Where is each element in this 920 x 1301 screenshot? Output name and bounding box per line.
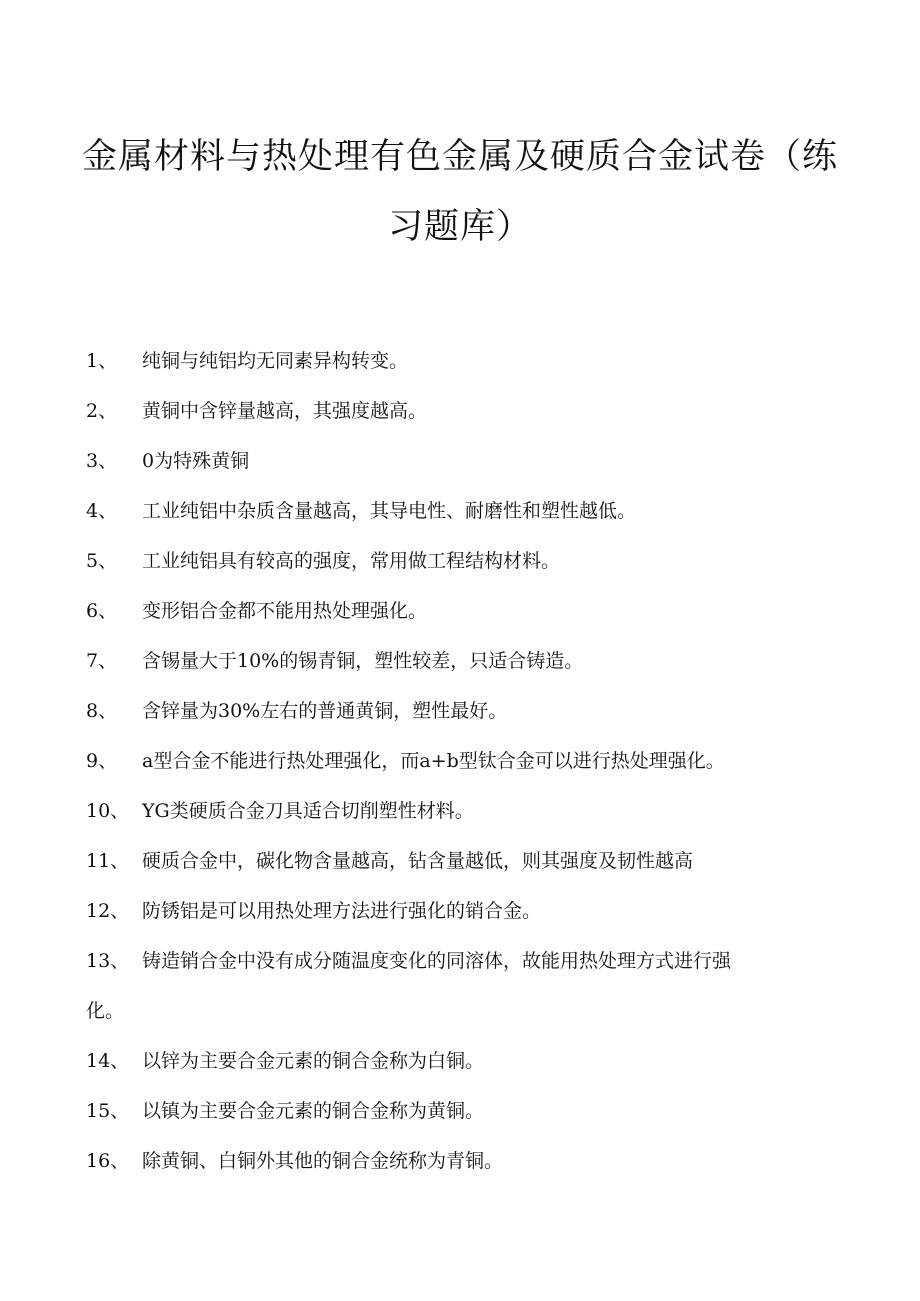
question-number: 16、 [86, 1150, 130, 1172]
question-number: 9、 [86, 750, 118, 772]
question-number: 7、 [86, 650, 118, 672]
question-item [86, 686, 826, 736]
question-item [86, 486, 826, 536]
question-number: 6、 [86, 600, 118, 622]
question-text: 含锡量大于10%的锡青铜，塑性较差，只适合铸造。 [142, 650, 584, 672]
question-number: 11、 [86, 850, 130, 872]
question-number: 5、 [86, 550, 118, 572]
question-text: 硬质合金中，碳化物含量越高，钻含量越低，则其强度及韧性越高 [142, 850, 694, 872]
question-item [86, 436, 826, 486]
question-text: 0为特殊黄铜 [142, 450, 250, 472]
question-text: 以锌为主要合金元素的铜合金称为白铜。 [142, 1050, 485, 1072]
question-number: 1、 [86, 350, 118, 372]
question-number: 15、 [86, 1100, 130, 1122]
question-item [86, 586, 826, 636]
question-text: YG类硬质合金刀具适合切削塑性材料。 [142, 800, 474, 822]
title-line-1: 金属材料与热处理有色金属及硬质合金试卷（练 [81, 137, 838, 177]
question-text: 除黄铜、白铜外其他的铜合金统称为青铜。 [142, 1150, 504, 1172]
question-number: 8、 [86, 700, 118, 722]
question-item [86, 836, 826, 886]
question-text: 变形铝合金都不能用热处理强化。 [142, 600, 428, 622]
question-item [86, 1036, 826, 1086]
question-text-continuation: 化。 [86, 1000, 125, 1022]
question-number: 14、 [86, 1050, 130, 1072]
question-number: 12、 [86, 900, 130, 922]
question-item [86, 636, 826, 686]
question-item [86, 1136, 826, 1186]
document-title [60, 122, 860, 262]
question-text: 工业纯铝中杂质含量越高，其导电性、耐磨性和塑性越低。 [142, 500, 637, 522]
question-number: 2、 [86, 400, 118, 422]
question-item [86, 936, 826, 1036]
question-text: 防锈铝是可以用热处理方法进行强化的销合金。 [142, 900, 542, 922]
title-line-2: 习题库） [387, 207, 532, 247]
question-item [86, 736, 826, 786]
question-item [86, 386, 826, 436]
question-list [86, 336, 826, 1186]
question-text: a型合金不能进行热处理强化，而a+b型钛合金可以进行热处理强化。 [142, 750, 725, 772]
question-number: 13、 [86, 950, 130, 972]
question-text: 铸造销合金中没有成分随温度变化的同溶体，故能用热处理方式进行强 [142, 950, 732, 972]
question-item [86, 336, 826, 386]
question-item [86, 886, 826, 936]
question-number: 3、 [86, 450, 118, 472]
question-text: 黄铜中含锌量越高，其强度越高。 [142, 400, 428, 422]
question-text: 纯铜与纯铝均无同素异构转变。 [142, 350, 409, 372]
question-text: 工业纯铝具有较高的强度，常用做工程结构材料。 [142, 550, 561, 572]
question-number: 4、 [86, 500, 118, 522]
question-number: 10、 [86, 800, 130, 822]
question-item [86, 536, 826, 586]
question-text: 含锌量为30%左右的普通黄铜，塑性最好。 [142, 700, 508, 722]
question-text: 以镇为主要合金元素的铜合金称为黄铜。 [142, 1100, 485, 1122]
question-item [86, 786, 826, 836]
question-item [86, 1086, 826, 1136]
